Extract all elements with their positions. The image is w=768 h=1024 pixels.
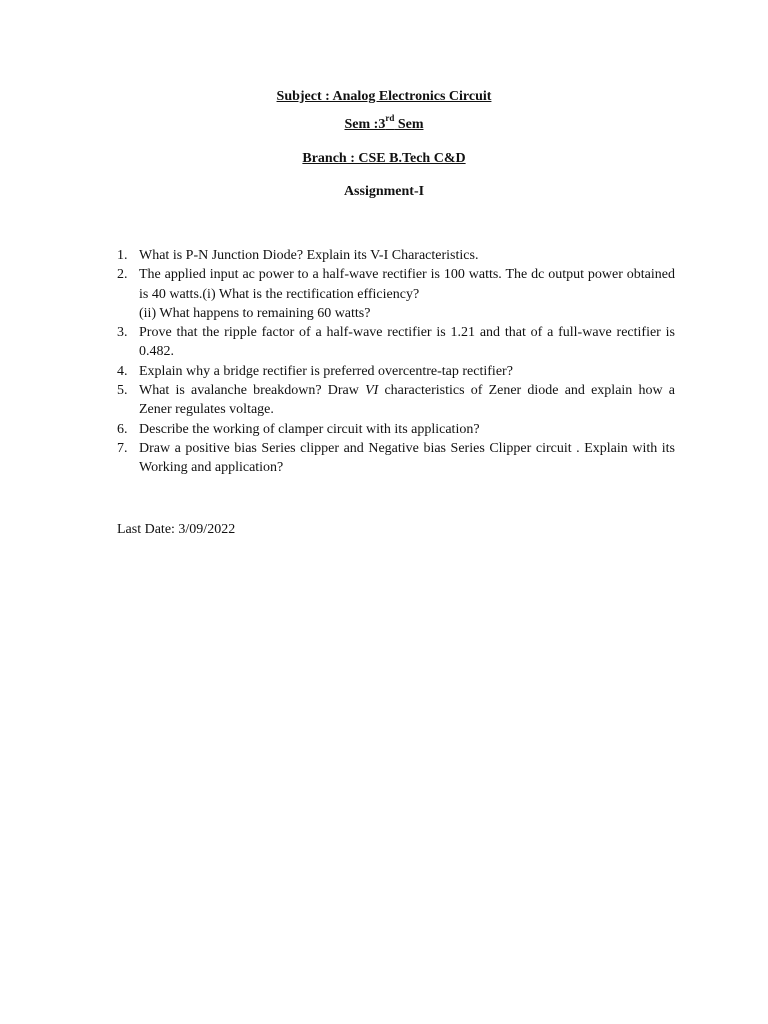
subject-heading: Subject : Analog Electronics Circuit <box>276 89 492 104</box>
semester-heading <box>0 113 768 134</box>
question-item <box>117 246 675 265</box>
question-item <box>117 439 675 478</box>
question-text-part: What is avalanche breakdown? Draw <box>139 383 366 399</box>
question-subpart: (ii) What happens to remaining 60 watts? <box>139 305 371 321</box>
question-number: 6. <box>117 421 128 437</box>
question-text: Draw a positive bias Series clipper and Negative bias Series Clipper circuit . Explain with its Working and application? <box>139 440 675 476</box>
question-item <box>117 420 675 439</box>
question-number: 1. <box>117 248 128 263</box>
question-item <box>117 265 675 323</box>
question-text: Prove that the ripple factor of a half-wave rectifier is 1.21 and that of a full-wave rectifier is 0.482. <box>139 325 675 360</box>
question-text-part: characteristics of Zener diode and explain how a Zener regulates voltage. <box>139 383 675 418</box>
question-item <box>117 381 675 420</box>
question-number: 4. <box>117 363 128 379</box>
question-list <box>117 246 675 478</box>
assignment-title: Assignment-I <box>343 184 425 199</box>
question-number: 2. <box>117 267 128 283</box>
semester-ordinal-suffix: rd <box>385 113 395 124</box>
semester-suffix: Sem <box>394 117 424 132</box>
question-text: Describe the working of clamper circuit with its application? <box>139 421 480 437</box>
question-item <box>117 362 675 381</box>
question-text-emphasis: VI <box>365 383 379 399</box>
question-number: 7. <box>117 440 128 456</box>
question-item <box>117 323 675 362</box>
question-text: Explain why a bridge rectifier is preferred overcentre-tap rectifier? <box>139 363 513 379</box>
last-date: Last Date: 3/09/2022 <box>117 522 236 537</box>
semester-prefix: Sem :3 <box>344 117 386 132</box>
question-text <box>139 381 675 420</box>
semester-text <box>344 113 424 132</box>
question-text: The applied input ac power to a half-wave rectifier is 100 watts. The dc output power obtained is 40 watts.(i) What is the rectification efficiency? <box>139 267 675 302</box>
branch-heading: Branch : CSE B.Tech C&D <box>302 151 466 166</box>
question-number: 3. <box>117 325 128 341</box>
question-text: What is P-N Junction Diode? Explain its V-I Characteristics. <box>139 248 479 263</box>
question-number: 5. <box>117 383 128 399</box>
